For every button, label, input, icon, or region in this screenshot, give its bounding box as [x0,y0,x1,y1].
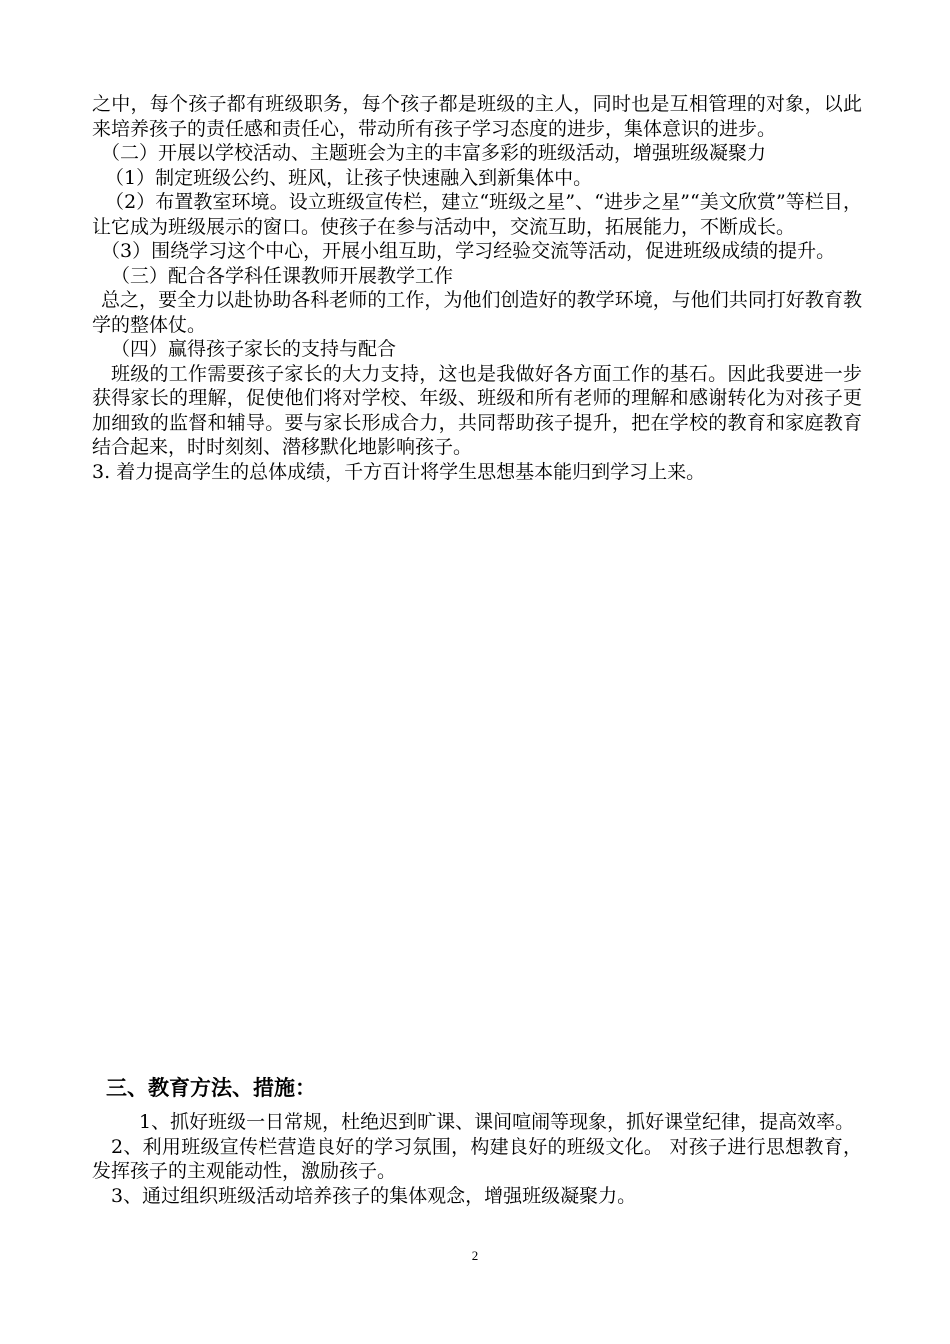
item-classroom-environment: （2）布置教室环境。设立班级宣传栏，建立“班级之星”、“进步之星”“美文欣赏”等栏目，让它成为班级展示的窗口。使孩子在参与活动中，交流互助，拓展能力，不断成长。 [92,191,862,238]
method-item-2: 2、利用班级宣传栏营造良好的学习氛围，构建良好的班级文化。 对孩子进行思想教育，发挥孩子的主观能动性，激励孩子。 [92,1135,862,1182]
method-item-3: 3、通过组织班级活动培养孩子的集体观念，增强班级凝聚力。 [111,1184,637,1207]
page-number: 2 [471,1248,479,1263]
top-text-block [92,92,862,484]
item-study-groups: （3）围绕学习这个中心，开展小组互助，学习经验交流等活动，促进班级成绩的提升。 [101,240,836,262]
paragraph-class-duties: 之中，每个孩子都有班级职务，每个孩子都是班级的主人，同时也是互相管理的对象，以此来培养孩子的责任感和责任心，带动所有孩子学习态度的进步，集体意识的进步。 [92,93,862,140]
section-heading: 三、教育方法、措施： [106,1076,316,1100]
methods-section [92,1072,862,1208]
subheading-teacher-cooperation: （三）配合各学科任课教师开展教学工作 [111,264,454,287]
subheading-parent-support: （四）赢得孩子家长的支持与配合 [111,338,397,360]
paragraph-improve-grades: 3. 着力提高学生的总体成绩，千方百计将学生思想基本能归到学习上来。 [92,460,706,483]
paragraph-parent-support: 班级的工作需要孩子家长的大力支持，这也是我做好各方面工作的基石。因此我要进一步获得家长的理解，促使他们将对学校、年级、班级和所有老师的理解和感谢转化为对孩子更加细致的监督和辅导。要与家长形成合力，共同帮助孩子提升，把在学校的教育和家庭教育结合起来，时时刻刻、潜移默化地影响孩子。 [92,362,862,458]
paragraph-summary: 总之，要全力以赴协助各科老师的工作，为他们创造好的教学环境，与他们共同打好教育教学的整体仗。 [92,289,862,336]
item-class-convention: （1）制定班级公约、班风，让孩子快速融入到新集体中。 [105,166,593,189]
method-item-1: 1、抓好班级一日常规，杜绝迟到旷课、课间喧闹等现象，抓好课堂纪律，提高效率。 [139,1111,855,1133]
subheading-class-activities: （二）开展以学校活动、主题班会为主的丰富多彩的班级活动，增强班级凝聚力 [101,142,767,164]
